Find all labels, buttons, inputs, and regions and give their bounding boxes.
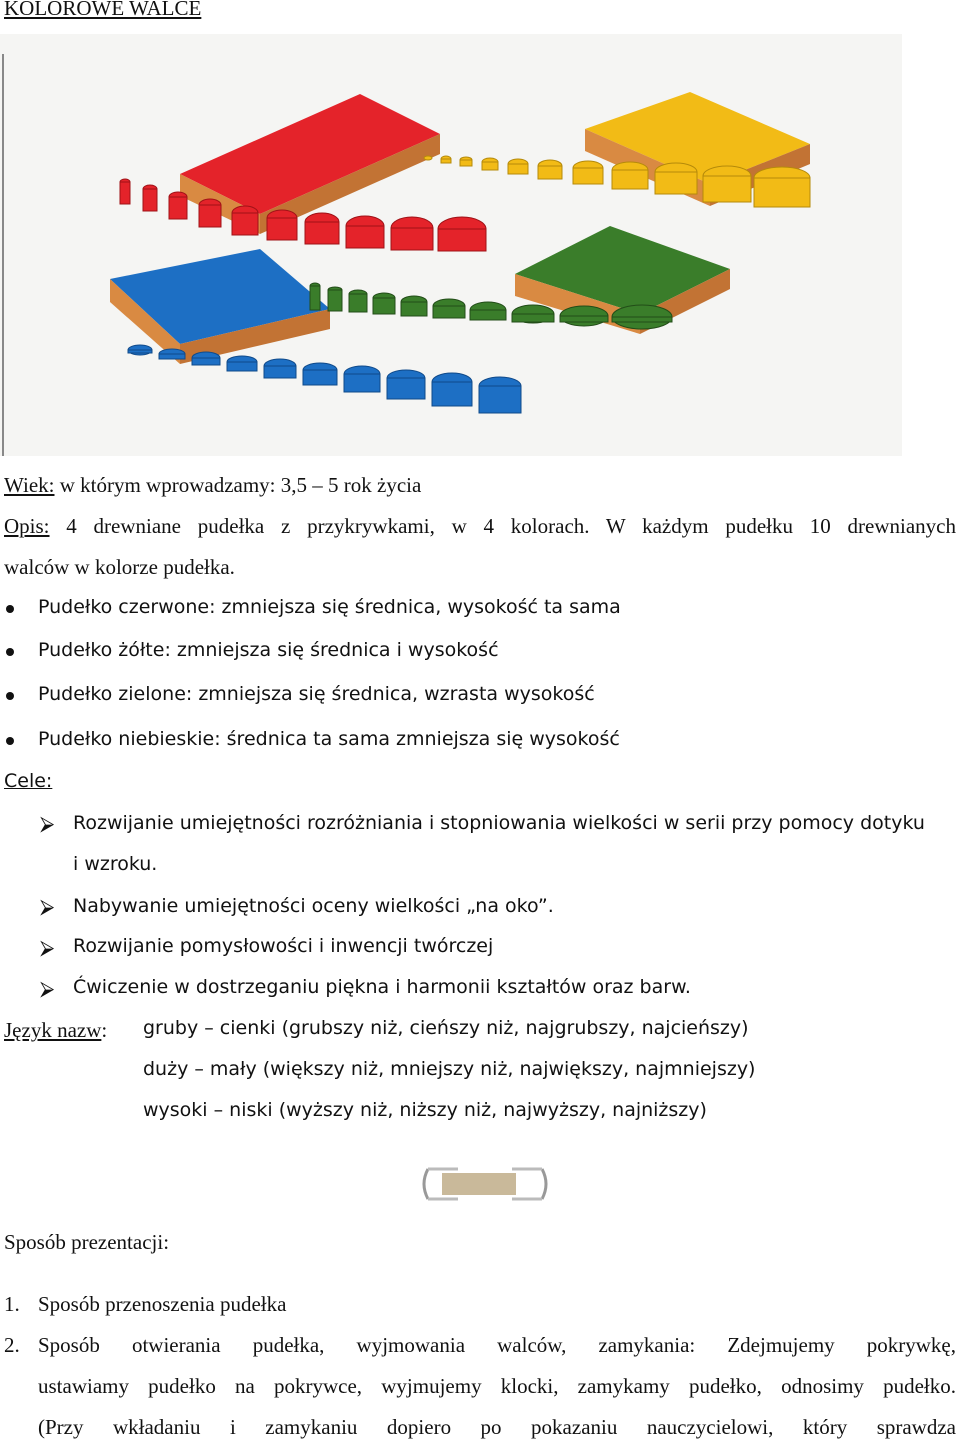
bullet-icon [6,737,14,745]
bullet-icon [6,692,14,700]
language-line-3: wysoki – niski (wyższy niż, niższy niż, najwyższy, najniższy) [143,1099,707,1121]
language-label-line: Język nazw: [4,1018,108,1042]
bullet-icon [6,648,14,656]
arrow-bullet-icon: ⮚ [40,811,55,835]
cylinders-photo [0,34,902,456]
age-text: w którym wprowadzamy: 3,5 – 5 rok życia [54,473,422,497]
step-1-number: 1. [4,1292,20,1316]
arrow-bullet-icon: ⮚ [40,976,55,1000]
presentation-label: Sposób prezentacji: [4,1230,170,1254]
goal-item-3: Rozwijanie pomysłowości i inwencji twórczej [73,935,494,957]
box-item-red: Pudełko czerwone: zmniejsza się średnica, wysokość ta sama [38,596,621,618]
language-label: Język nazw [4,1018,102,1042]
language-line-2: duży – mały (większy niż, mniejszy niż, największy, najmniejszy) [143,1058,756,1080]
description-label: Opis: [4,514,50,538]
document-title: KOLOROWE WALCE [4,0,202,20]
bullet-icon [6,605,14,613]
cylinders-illustration [0,34,902,456]
box-item-blue: Pudełko niebieskie: średnica ta sama zmniejsza się wysokość [38,728,620,750]
box-item-green: Pudełko zielone: zmniejsza się średnica, wzrasta wysokość [38,683,595,705]
description-line2: walców w kolorze pudełka. [4,555,235,579]
box-item-yellow: Pudełko żółte: zmniejsza się średnica i wysokość [38,639,499,661]
step-2-line-3: (Przy wkładaniu i zamykaniu dopiero po pokazaniu nauczycielowi, który sprawdza [38,1415,956,1439]
step-2-text: Sposób otwierania pudełka, wyjmowania walców, zamykania: Zdejmujemy pokrywkę, [38,1333,956,1357]
arrow-bullet-icon: ⮚ [40,894,55,918]
goal-item-2: Nabywanie umiejętności oceny wielkości „na oko”. [73,895,554,917]
description-line1: Opis: 4 drewniane pudełka z przykrywkami, w 4 kolorach. W każdym pudełku 10 drewnianych [4,514,956,538]
step-2-line-2: ustawiamy pudełko na pokrywce, wyjmujemy klocki, zamykamy pudełko, odnosimy pudełko. [38,1374,956,1398]
decorative-figure [418,1163,552,1205]
step-2-number: 2. [4,1333,20,1357]
age-label: Wiek: [4,473,55,497]
arrow-bullet-icon: ⮚ [40,935,55,959]
goal-item-1-cont: i wzroku. [73,853,158,875]
goal-item-1: Rozwijanie umiejętności rozróżniania i stopniowania wielkości w serii przy pomocy dotyku [73,812,925,834]
goal-item-4: Ćwiczenie w dostrzeganiu piękna i harmonii kształtów oraz barw. [73,976,691,998]
decorative-image [418,1163,552,1205]
language-line-1: gruby – cienki (grubszy niż, cieńszy niż, najgrubszy, najcieńszy) [143,1017,749,1039]
age-line [4,471,421,499]
step-1-text: Sposób przenoszenia pudełka [38,1292,287,1316]
goals-label: Cele: [4,770,53,792]
